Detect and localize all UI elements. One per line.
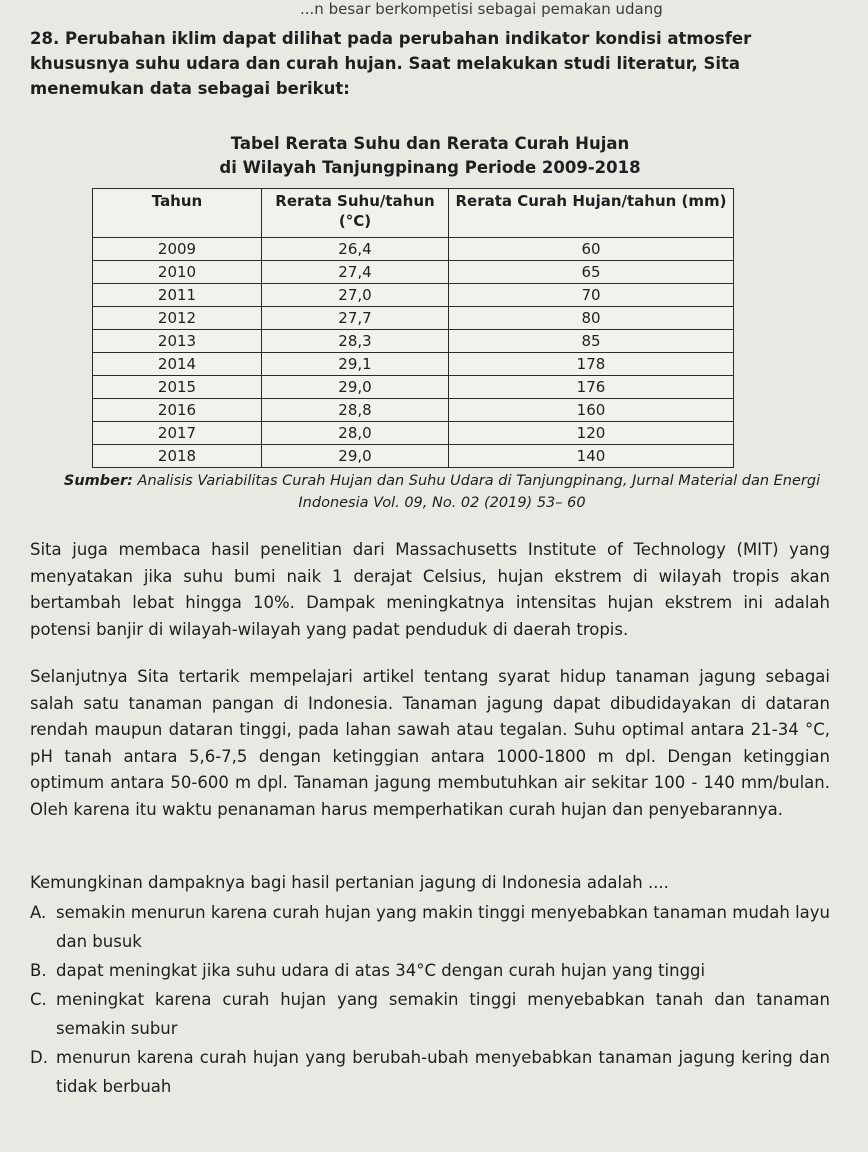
option-b[interactable] [30,956,830,985]
cell-temperature: 27,0 [262,284,449,307]
option-letter: D. [30,1048,48,1067]
header-rainfall: Rerata Curah Hujan/tahun (mm) [449,189,734,238]
question-number: 28. [30,29,60,48]
table-row [93,376,734,399]
cell-year: 2016 [93,399,262,422]
table-header-row [93,189,734,238]
cell-rainfall: 80 [449,307,734,330]
cell-year: 2009 [93,238,262,261]
climate-data-table [92,188,734,468]
cell-rainfall: 85 [449,330,734,353]
option-d[interactable] [30,1043,830,1101]
table-row [93,422,734,445]
option-a[interactable] [30,898,830,956]
option-text: semakin menurun karena curah hujan yang makin tinggi menyebabkan tanaman mudah layu dan busuk [56,903,830,951]
table-row [93,399,734,422]
header-year: Tahun [93,189,262,238]
cell-temperature: 29,0 [262,445,449,468]
option-text: dapat meningkat jika suhu udara di atas 34°C dengan curah hujan yang tinggi [56,961,706,980]
cell-rainfall: 65 [449,261,734,284]
cell-year: 2012 [93,307,262,330]
cell-temperature: 27,7 [262,307,449,330]
question-stem: Kemungkinan dampaknya bagi hasil pertanian jagung di Indonesia adalah .... [30,873,669,892]
paragraph-corn: Selanjutnya Sita tertarik mempelajari artikel tentang syarat hidup tanaman jagung sebagai salah satu tanaman pangan di Indonesia. Tanaman jagung dapat dibudidayakan di dataran rendah maupun dataran tinggi, pada lahan sawah atau tegalan. Suhu optimal antara 21-34 °C, pH tanah antara 5,6-7,5 dengan ketinggian antara 1000-1800 m dpl. Dengan ketinggian optimum antara 50-600 m dpl. Tanaman jagung membutuhkan air sekitar 100 - 140 mm/bulan. Oleh karena itu waktu penanaman harus memperhatikan curah hujan dan penyebarannya. [30,667,830,819]
table-row [93,307,734,330]
table-row [93,330,734,353]
table-row [93,261,734,284]
cell-rainfall: 160 [449,399,734,422]
table-row [93,284,734,307]
option-letter: B. [30,961,47,980]
table-source [52,470,832,514]
question-intro [30,26,830,101]
cell-rainfall: 60 [449,238,734,261]
cell-year: 2013 [93,330,262,353]
cell-year: 2011 [93,284,262,307]
cell-year: 2017 [93,422,262,445]
cell-temperature: 28,0 [262,422,449,445]
cell-year: 2015 [93,376,262,399]
table-title-line-1: Tabel Rerata Suhu dan Rerata Curah Hujan [230,134,630,153]
option-c[interactable] [30,985,830,1043]
answer-options [30,898,830,1101]
question-intro-text: Perubahan iklim dapat dilihat pada perubahan indikator kondisi atmosfer khususnya suhu udara dan curah hujan. Saat melakukan studi literatur, Sita menemukan data sebagai berikut: [30,29,752,98]
table-title [150,132,710,180]
cell-year: 2010 [93,261,262,284]
cell-temperature: 28,3 [262,330,449,353]
cell-rainfall: 70 [449,284,734,307]
option-text: meningkat karena curah hujan yang semakin tinggi menyebabkan tanah dan tanaman semakin subur [56,990,830,1038]
cell-year: 2014 [93,353,262,376]
option-letter: A. [30,903,47,922]
cell-temperature: 29,0 [262,376,449,399]
option-text: menurun karena curah hujan yang berubah-ubah menyebabkan tanaman jagung kering dan tidak berbuah [56,1048,830,1096]
table-row [93,353,734,376]
source-text: Analisis Variabilitas Curah Hujan dan Suhu Udara di Tanjungpinang, Jurnal Material dan Energi Indonesia Vol. 09, No. 02 (2019) 53– 60 [137,473,821,511]
cell-rainfall: 140 [449,445,734,468]
cell-temperature: 26,4 [262,238,449,261]
cell-year: 2018 [93,445,262,468]
option-letter: C. [30,990,47,1009]
cell-temperature: 28,8 [262,399,449,422]
cell-rainfall: 176 [449,376,734,399]
cell-temperature: 27,4 [262,261,449,284]
table-title-line-2: di Wilayah Tanjungpinang Periode 2009-2018 [219,158,641,177]
previous-page-fragment: ...n besar berkompetisi sebagai pemakan udang [300,0,663,18]
cell-temperature: 29,1 [262,353,449,376]
table-row [93,445,734,468]
table-row [93,238,734,261]
cell-rainfall: 178 [449,353,734,376]
paragraph-mit: Sita juga membaca hasil penelitian dari Massachusetts Institute of Technology (MIT) yang menyatakan jika suhu bumi naik 1 derajat Celsius, hujan ekstrem di wilayah tropis akan bertambah lebat hingga 10%. Dampak meningkatnya intensitas hujan ekstrem ini adalah potensi banjir di wilayah-wilayah yang padat penduduk di daerah tropis. [30,540,830,639]
cell-rainfall: 120 [449,422,734,445]
source-label: Sumber: [63,473,133,489]
header-temperature: Rerata Suhu/tahun (°C) [262,189,449,238]
